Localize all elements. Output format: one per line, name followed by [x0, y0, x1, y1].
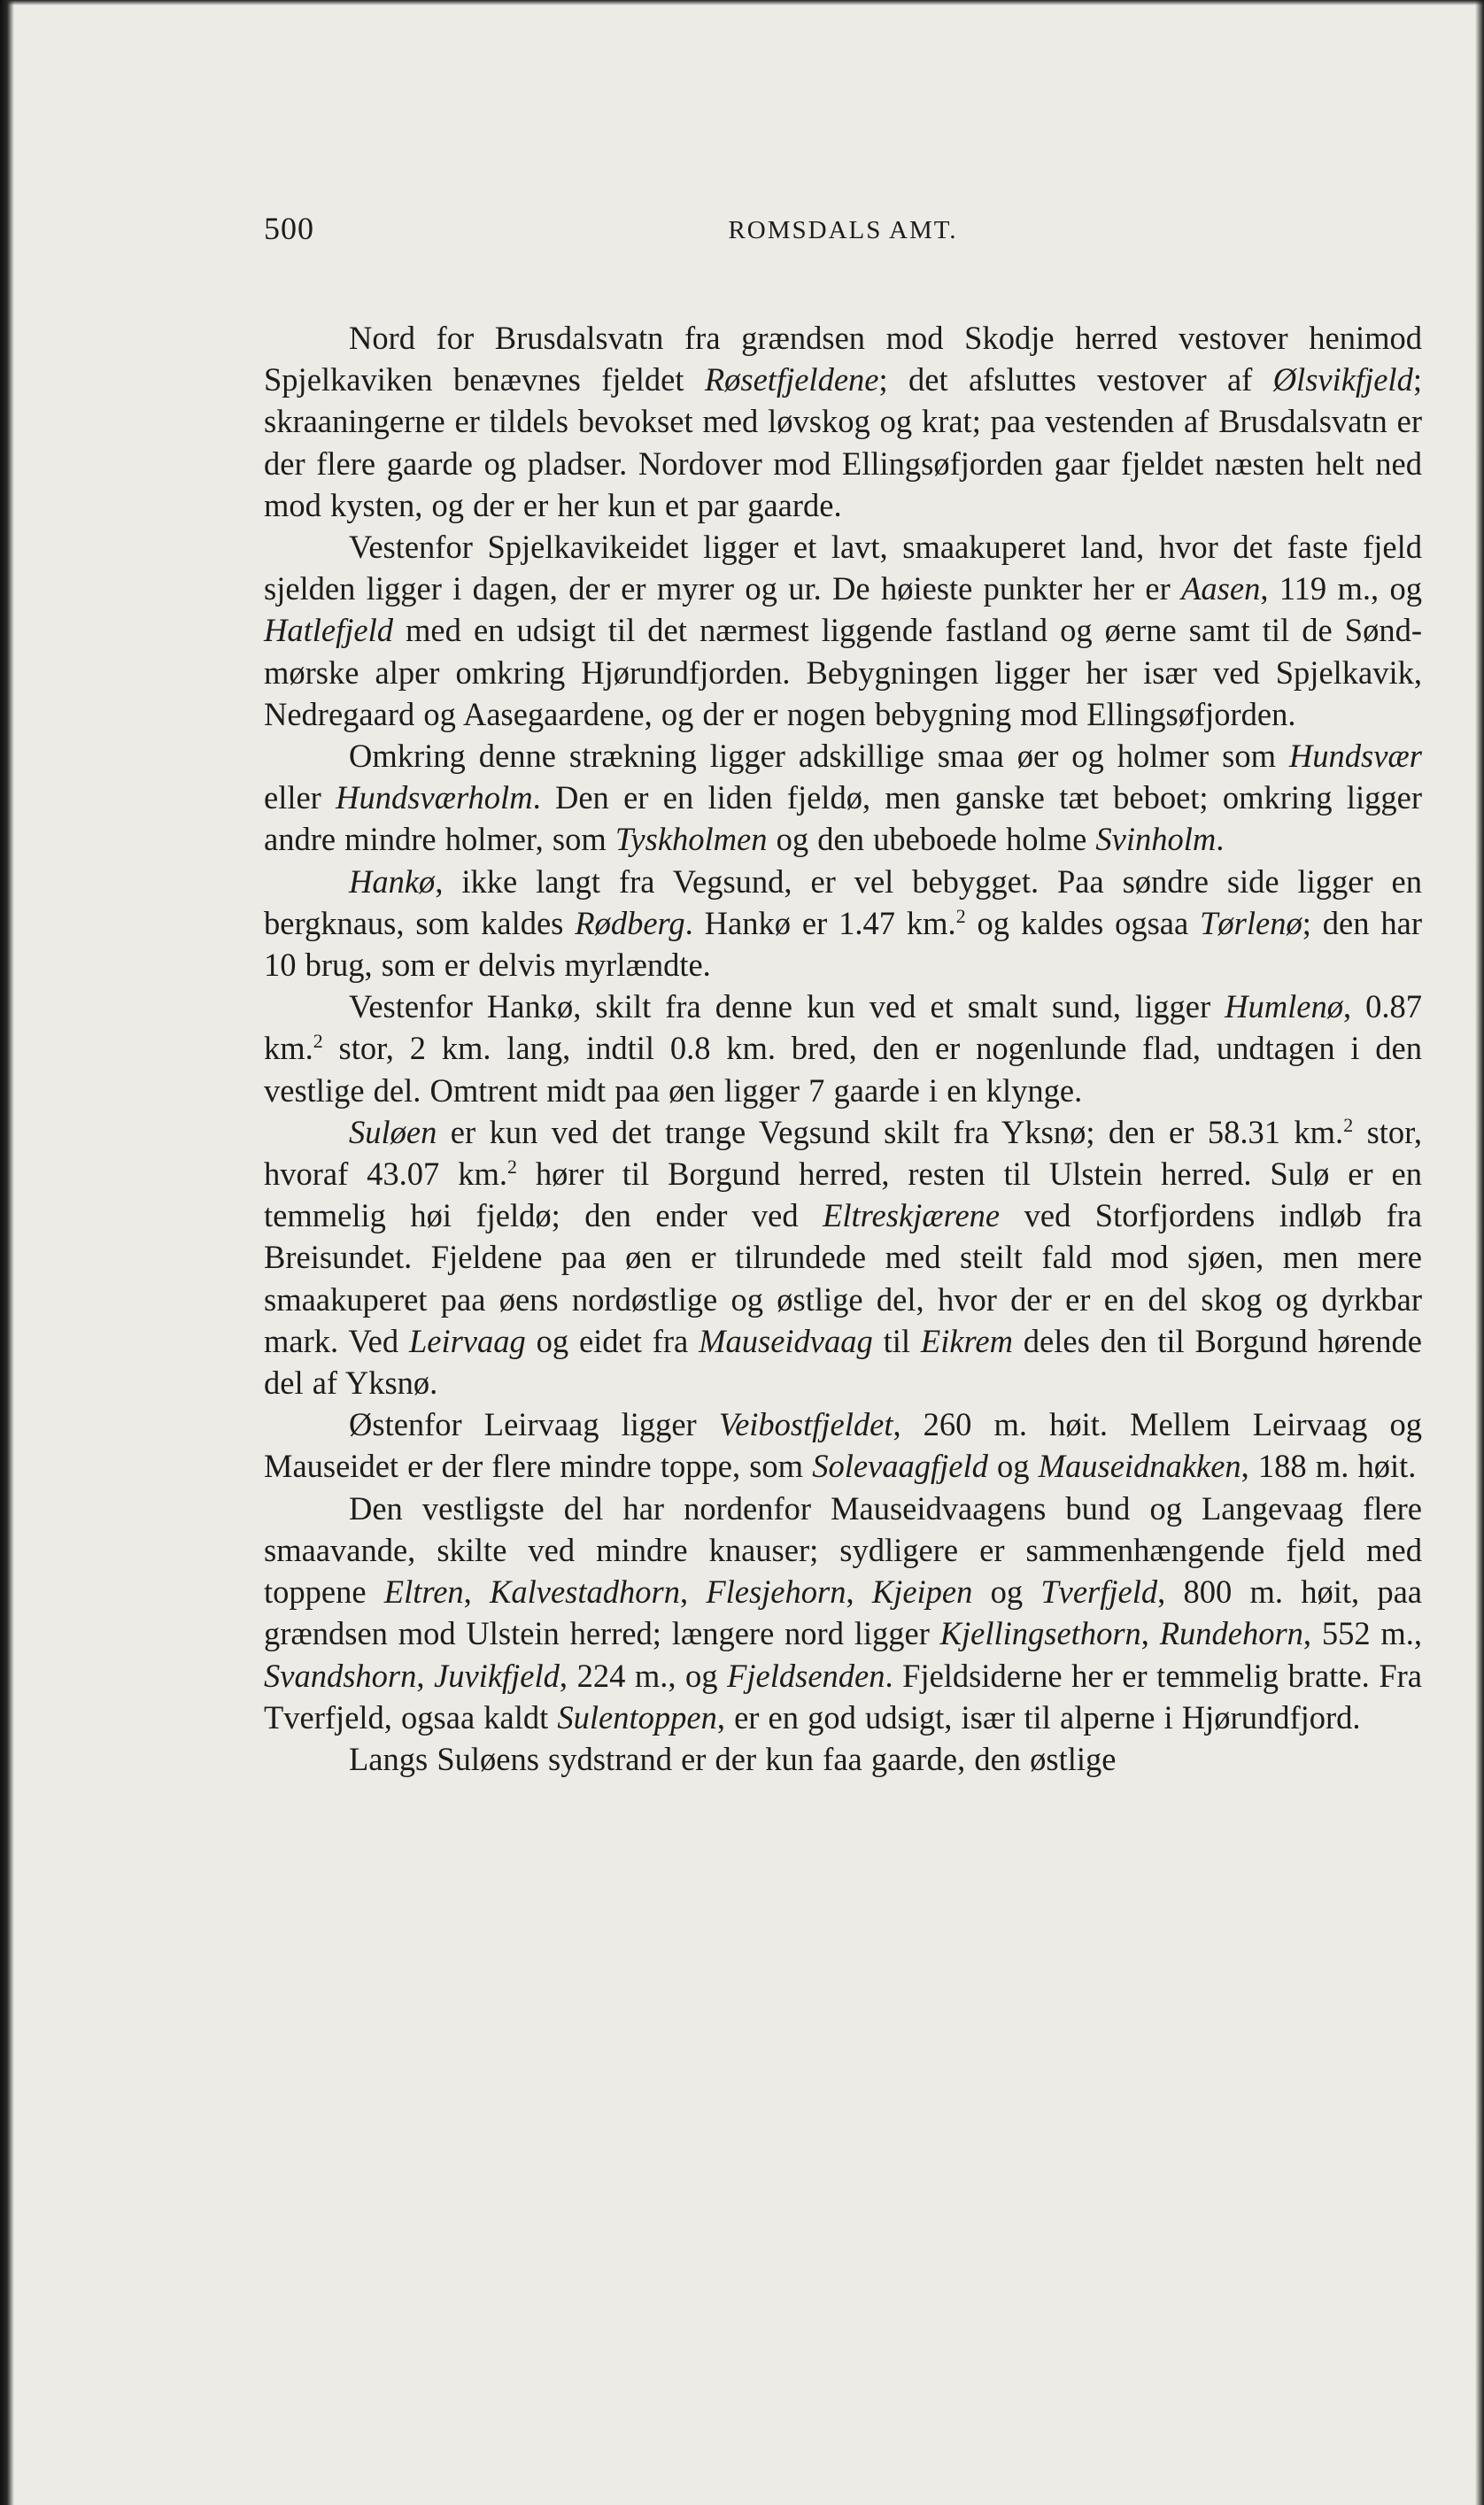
text-run: Vestenfor Spjelkavikeidet ligger et lavt, smaakuperet land, hvor det faste fjeld sjelden ligger i dagen, der er myrer og ur. De høieste punkter her er [264, 529, 1422, 607]
italic-place-name: Leirvaag [408, 1322, 526, 1359]
italic-place-name: Tverfjeld [1040, 1573, 1158, 1611]
italic-place-name: Veibostfjeldet [718, 1406, 893, 1443]
scan-edge-right [1475, 0, 1484, 2505]
paragraph [264, 1403, 1422, 1487]
text-run: Omkring denne strækning ligger adskillige smaa øer og holmer som [349, 738, 1289, 775]
scan-edge-top [0, 0, 1484, 5]
text-run: Den vestligste del har nordenfor Mauseidvaagens bund og Langevaag flere smaavande, skilte ved mindre knauser; sydligere er sammenhængende fjeld med toppene [264, 1489, 1422, 1611]
text-run: Langs Suløens sydstrand er der kun faa gaarde, den østlige [349, 1740, 1117, 1777]
italic-place-name: Kalvestadhorn [490, 1573, 680, 1611]
text-run: ved Storfjordens indløb fra Breisundet. Fjeldene paa øen er tilrundede med steilt fald mod sjøen, men mere smaakuperet paa øens nordøstlige og østlige del, hvor der er en del skog og dyrkbar mark. Ved [264, 1197, 1422, 1359]
text-run: . [1216, 821, 1225, 858]
italic-place-name: Tørlenø [1200, 904, 1302, 941]
italic-place-name: Solevaagfjeld [812, 1448, 988, 1485]
body-text [264, 317, 1422, 1780]
text-run: , 0.87 km. [264, 988, 1422, 1067]
italic-place-name: Mauseidnakken [1038, 1448, 1241, 1485]
italic-place-name: Hankø [349, 862, 436, 900]
text-run: , [463, 1573, 491, 1611]
text-run: stor, hvoraf 43.07 km. [264, 1113, 1422, 1193]
text-run: med en udsigt til det nærmest liggende fastland og øerne samt til de Søndmørske alper omkring Hjørundfjorden. Bebygningen ligger her især ved Spjelkavik, Nedregaard og Aasegaardene, og der er nogen bebygning mod Ellingsøfjorden. [264, 612, 1422, 732]
italic-place-name: Rødberg [575, 904, 685, 941]
running-title: ROMSDALS AMT. [728, 216, 958, 244]
scan-edge-left [0, 0, 14, 2505]
book-page [264, 207, 1422, 1780]
italic-place-name: Eikrem [920, 1322, 1013, 1359]
text-run: og [972, 1573, 1041, 1611]
text-run: , [1140, 1615, 1160, 1652]
italic-place-name: Humlenø [1225, 988, 1343, 1025]
italic-place-name: Flesjehorn [706, 1573, 846, 1611]
italic-place-name: Eltren [383, 1573, 464, 1611]
page-header [264, 207, 1422, 250]
text-run: og eidet fra [525, 1322, 699, 1359]
italic-place-name: Fjeldsenden [727, 1657, 885, 1694]
text-run: stor, 2 km. lang, indtil 0.8 km. bred, den er nogenlunde flad, undtagen i den vestlige del. Omtrent midt paa øen ligger 7 gaarde i en klynge. [264, 1030, 1422, 1109]
italic-place-name: Kjellingsethorn [939, 1615, 1141, 1652]
italic-place-name: Røsetfjeldene [704, 361, 879, 398]
italic-place-name: Suløen [349, 1113, 437, 1150]
superscript: 2 [955, 904, 966, 927]
text-run: og kaldes ogsaa [965, 904, 1201, 941]
paragraph [264, 1111, 1422, 1403]
superscript: 2 [313, 1030, 323, 1053]
paragraph [264, 1738, 1422, 1780]
text-run: ; den har 10 brug, som er delvis myrlændte. [264, 904, 1422, 984]
text-run: , 800 m. høit, paa grændsen mod Ulstein herred; længere nord ligger [264, 1573, 1422, 1652]
text-run: , [679, 1573, 707, 1611]
text-run: , 188 m. høit. [1241, 1448, 1417, 1485]
text-run: Østenfor Leirvaag ligger [349, 1406, 719, 1443]
italic-place-name: Eltreskjærene [823, 1197, 1001, 1234]
italic-place-name: Aasen [1181, 570, 1261, 607]
text-run: , 119 m., og [1260, 570, 1422, 607]
italic-place-name: Mauseidvaag [699, 1322, 873, 1359]
italic-place-name: Svandshorn [264, 1657, 417, 1694]
paragraph [264, 526, 1422, 735]
text-run: , 552 m., [1302, 1615, 1422, 1652]
paragraph [264, 1488, 1422, 1738]
superscript: 2 [1343, 1113, 1354, 1136]
text-run: ; det afsluttes vestover af [878, 361, 1273, 398]
text-run: , er en god udsigt, især til alperne i Hjørundfjord. [716, 1698, 1361, 1736]
text-run: er kun ved det trange Vegsund skilt fra Yksnø; den er 58.31 km. [437, 1113, 1344, 1150]
text-run: til [872, 1322, 921, 1359]
page-number: 500 [264, 211, 314, 246]
text-run: eller [264, 779, 336, 816]
italic-place-name: Juvikfjeld [434, 1657, 560, 1694]
text-run: og den ubeboede holme [767, 821, 1096, 858]
text-run: Vestenfor Hankø, skilt fra denne kun ved et smalt sund, ligger [349, 988, 1225, 1025]
italic-place-name: Kjeipen [871, 1573, 973, 1611]
text-run: og [987, 1448, 1039, 1485]
text-run: hører til Borgund herred, resten til Ulstein herred. Sulø er en temmelig høi fjeldø; den ender ved [264, 1156, 1423, 1234]
italic-place-name: Tyskholmen [614, 821, 768, 858]
text-run: Nord for Brusdalsvatn fra grændsen mod Skodje herred vestover henimod Spjelkaviken benævnes fjeldet [264, 320, 1422, 398]
text-run: , [846, 1573, 872, 1611]
italic-place-name: Ølsvikfjeld [1272, 361, 1413, 398]
italic-place-name: Rundehorn [1159, 1615, 1303, 1652]
superscript: 2 [507, 1155, 517, 1178]
text-run: , ikke langt fra Vegsund, er vel bebygget. Paa søndre side ligger en bergknaus, som kaldes [264, 862, 1422, 941]
text-run: . Den er en liden fjeldø, men ganske tæt beboet; omkring ligger andre mindre holmer, som [264, 779, 1422, 858]
paragraph [264, 735, 1422, 861]
italic-place-name: Svinholm [1095, 821, 1217, 858]
paragraph [264, 317, 1422, 526]
text-run: . Fjeldsiderne her er temmelig bratte. Fra Tverfjeld, ogsaa kaldt [264, 1657, 1422, 1736]
italic-place-name: Sulentoppen [557, 1698, 717, 1736]
text-run: , 224 m., og [559, 1657, 728, 1694]
italic-place-name: Hatlefjeld [264, 612, 393, 649]
italic-place-name: Hundsværholm [336, 779, 533, 816]
text-run: deles den til Borgund hørende del af Yksnø. [264, 1322, 1422, 1402]
text-run: ; skraaningerne er tildels bevokset med løvskog og krat; paa vestenden af Brusdalsvatn er der flere gaarde og pladser. Nordover mod Ellingsøfjorden gaar fjeldet næsten helt ned mod kysten, og der er her kun et par gaarde. [264, 361, 1422, 523]
italic-place-name: Hundsvær [1288, 738, 1422, 775]
paragraph [264, 861, 1422, 986]
text-run: , 260 m. høit. Mellem Leirvaag og Mauseidet er der flere mindre toppe, som [264, 1406, 1422, 1485]
text-run: . Hankø er 1.47 km. [684, 904, 956, 941]
paragraph [264, 986, 1422, 1111]
text-run: , [416, 1657, 435, 1694]
